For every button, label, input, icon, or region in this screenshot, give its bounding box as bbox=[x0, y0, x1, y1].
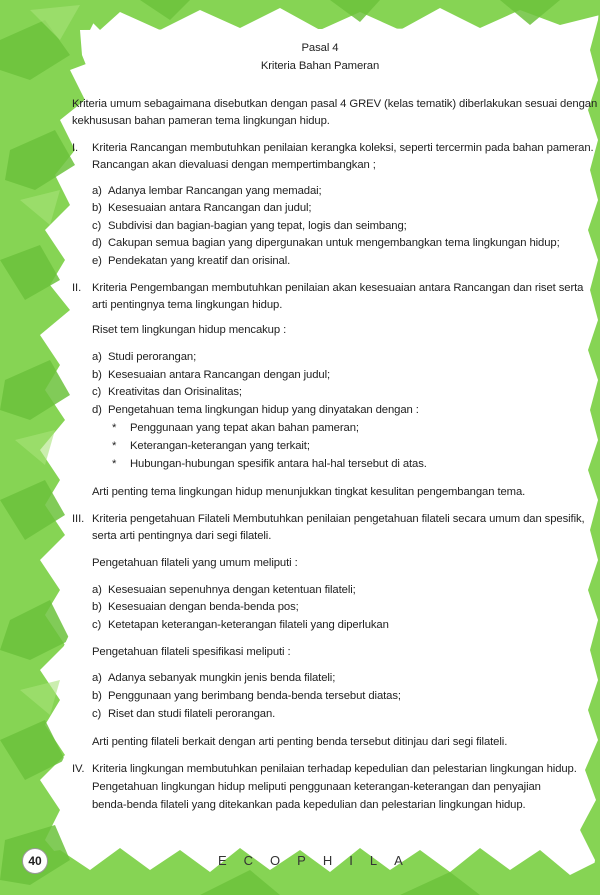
list-item: c) Ketetapan keterangan-keterangan filateli yang diperlukan bbox=[92, 619, 389, 631]
section-3-line-1: Kriteria pengetahuan Filateli Membutuhkan penilaian pengetahuan filateli secara umum dan spesifik, bbox=[92, 513, 585, 525]
section-2-closing: Arti penting tema lingkungan hidup menunjukkan tingkat kesulitan pengembangan tema. bbox=[92, 486, 526, 498]
section-4-line-3: benda-benda filateli yang ditekankan pada kepedulian dan pelestarian lingkungan hidup. bbox=[92, 799, 526, 811]
section-1-number: I. bbox=[72, 142, 79, 154]
section-4-line-2: Pengetahuan lingkungan hidup meliputi penggunaan keterangan-keterangan dan penyajian bbox=[92, 781, 541, 793]
intro-line-1: Kriteria umum sebagaimana disebutkan dengan pasal 4 GREV (kelas tematik) diberlakukan sesuai dengan bbox=[72, 98, 598, 110]
section-4-line-1: Kriteria lingkungan membutuhkan penilaian terhadap kepedulian dan pelestarian lingkungan hidup. bbox=[92, 763, 577, 775]
bullet-item: * Keterangan-keterangan yang terkait; bbox=[112, 440, 310, 452]
section-2-line-1: Kriteria Pengembangan membutuhkan penilaian akan kesesuaian antara Rancangan dan riset serta bbox=[92, 282, 584, 294]
list-item: d) Pengetahuan tema lingkungan hidup yang dinyatakan dengan : bbox=[92, 404, 419, 416]
bullet-item: * Hubungan-hubungan spesifik antara hal-hal tersebut di atas. bbox=[112, 458, 427, 470]
list-item: a) Studi perorangan; bbox=[92, 351, 197, 363]
footer-brand: ECOPHILA bbox=[218, 853, 420, 868]
section-3-subheading-2: Pengetahuan filateli spesifikasi meliputi : bbox=[92, 646, 291, 658]
intro-line-2: kekhususan bahan pameran tema lingkungan hidup. bbox=[72, 115, 330, 127]
section-2-line-2: arti pentingnya tema lingkungan hidup. bbox=[92, 299, 283, 311]
section-1-line-2: Rancangan akan dievaluasi dengan mempertimbangkan ; bbox=[92, 159, 376, 171]
page-number: 40 bbox=[22, 848, 48, 874]
list-item: b) Penggunaan yang berimbang benda-benda tersebut diatas; bbox=[92, 690, 401, 702]
section-3-subheading-1: Pengetahuan filateli yang umum meliputi : bbox=[92, 557, 298, 569]
section-3-line-2: serta arti pentingnya dari segi filateli. bbox=[92, 530, 272, 542]
article-number: Pasal 4 bbox=[301, 42, 339, 54]
list-item: b) Kesesuaian antara Rancangan dengan judul; bbox=[92, 369, 331, 381]
list-item: a) Kesesuaian sepenuhnya dengan ketentuan filateli; bbox=[92, 584, 356, 596]
list-item: c) Riset dan studi filateli perorangan. bbox=[92, 708, 276, 720]
list-item: e) Pendekatan yang kreatif dan orisinal. bbox=[92, 255, 291, 267]
article-title: Kriteria Bahan Pameran bbox=[260, 60, 380, 72]
list-item: d) Cakupan semua bagian yang dipergunakan untuk mengembangkan tema lingkungan hidup; bbox=[92, 237, 560, 249]
bullet-item: * Penggunaan yang tepat akan bahan pameran; bbox=[112, 422, 359, 434]
list-item: a) Adanya lembar Rancangan yang memadai; bbox=[92, 185, 322, 197]
section-3-number: III. bbox=[72, 513, 85, 525]
list-item: a) Adanya sebanyak mungkin jenis benda filateli; bbox=[92, 672, 336, 684]
list-item: c) Subdivisi dan bagian-bagian yang tepat, logis dan seimbang; bbox=[92, 220, 407, 232]
section-1-line-1: Kriteria Rancangan membutuhkan penilaian kerangka koleksi, seperti tercermin pada bahan pameran. bbox=[92, 142, 594, 154]
list-item: b) Kesesuaian dengan benda-benda pos; bbox=[92, 601, 299, 613]
section-2-subheading: Riset tem lingkungan hidup mencakup : bbox=[92, 324, 287, 336]
section-4-number: IV. bbox=[72, 763, 85, 775]
list-item: c) Kreativitas dan Orisinalitas; bbox=[92, 386, 242, 398]
list-item: b) Kesesuaian antara Rancangan dan judul; bbox=[92, 202, 312, 214]
section-3-closing: Arti penting filateli berkait dengan arti penting benda tersebut ditinjau dari segi filateli. bbox=[92, 736, 508, 748]
section-2-number: II. bbox=[72, 282, 82, 294]
